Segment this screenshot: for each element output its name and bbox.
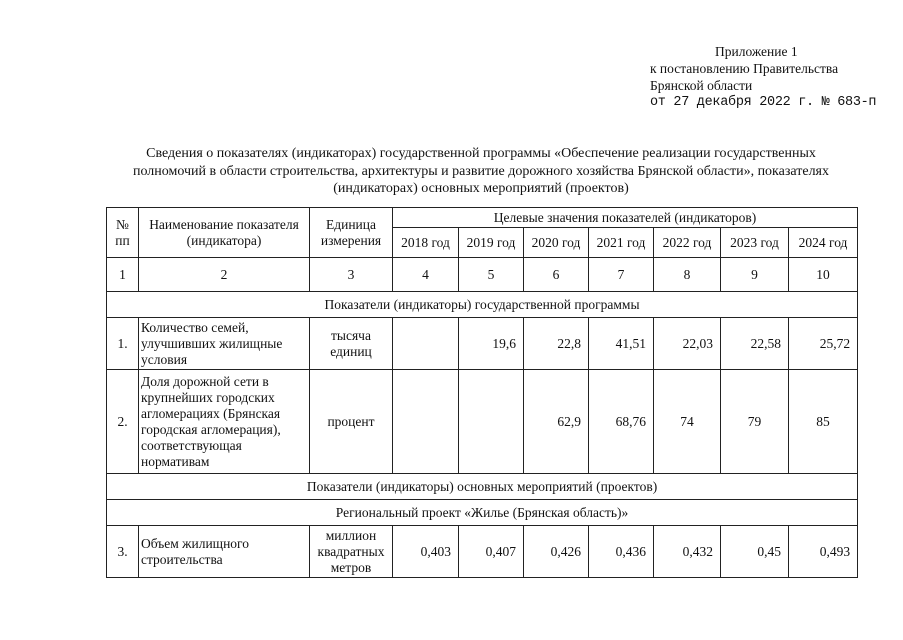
indicator-name: Доля дорожной сети в крупнейших городских агломерациях (Брянская городская агломерация), соответствующая нормативам — [139, 370, 310, 474]
indicator-name: Объем жилищного строительства — [139, 526, 310, 578]
target-value: 0,45 — [721, 526, 789, 578]
column-index: 1 — [107, 258, 139, 292]
row-num: 2. — [107, 370, 139, 474]
resolution-date-number: от 27 декабря 2022 г. № 683-п — [650, 95, 877, 110]
indicator-unit: миллион квадратных метров — [310, 526, 393, 578]
header-year: 2019 год — [459, 228, 524, 258]
target-value: 22,58 — [721, 318, 789, 370]
column-index: 3 — [310, 258, 393, 292]
column-index: 7 — [589, 258, 654, 292]
target-value — [393, 318, 459, 370]
target-value: 0,426 — [524, 526, 589, 578]
region-label: Брянской области — [650, 78, 753, 93]
row-num: 1. — [107, 318, 139, 370]
header-targets: Целевые значения показателей (индикаторов) — [393, 208, 858, 228]
header-year: 2018 год — [393, 228, 459, 258]
column-index: 2 — [139, 258, 310, 292]
target-value: 0,436 — [589, 526, 654, 578]
indicator-name: Количество семей, улучшивших жилищные условия — [139, 318, 310, 370]
header-num: № пп — [107, 208, 139, 258]
indicator-unit: процент — [310, 370, 393, 474]
column-index: 10 — [789, 258, 858, 292]
target-value: 79 — [721, 370, 789, 474]
header-year: 2024 год — [789, 228, 858, 258]
target-value: 0,432 — [654, 526, 721, 578]
document-header — [650, 43, 876, 111]
indicators-table — [106, 207, 858, 578]
document-title: Сведения о показателях (индикаторах) государственной программы «Обеспечение реализации государственных полномочий в области строительства, архитектуры и развитие дорожного хозяйства Брянской области», показателях (индикаторах) основных мероприятий (проектов) — [132, 146, 829, 196]
resolution-label: к постановлению Правительства — [650, 61, 839, 76]
target-value: 68,76 — [589, 370, 654, 474]
header-year: 2022 год — [654, 228, 721, 258]
column-index: 6 — [524, 258, 589, 292]
target-value — [459, 370, 524, 474]
target-value: 19,6 — [459, 318, 524, 370]
section-heading: Региональный проект «Жилье (Брянская область)» — [107, 500, 858, 526]
appendix-label: Приложение 1 — [715, 44, 798, 59]
column-index: 4 — [393, 258, 459, 292]
section-heading: Показатели (индикаторы) государственной программы — [107, 292, 858, 318]
header-year: 2023 год — [721, 228, 789, 258]
header-year: 2021 год — [589, 228, 654, 258]
column-index: 5 — [459, 258, 524, 292]
target-value: 22,03 — [654, 318, 721, 370]
section-heading: Показатели (индикаторы) основных мероприятий (проектов) — [107, 474, 858, 500]
table-row — [107, 370, 858, 474]
target-value: 0,493 — [789, 526, 858, 578]
target-value: 25,72 — [789, 318, 858, 370]
row-num: 3. — [107, 526, 139, 578]
header-year: 2020 год — [524, 228, 589, 258]
target-value: 22,8 — [524, 318, 589, 370]
target-value: 74 — [654, 370, 721, 474]
target-value: 0,407 — [459, 526, 524, 578]
header-unit: Единица измерения — [310, 208, 393, 258]
target-value: 0,403 — [393, 526, 459, 578]
target-value: 85 — [789, 370, 858, 474]
indicator-unit: тысяча единиц — [310, 318, 393, 370]
column-index: 8 — [654, 258, 721, 292]
target-value: 62,9 — [524, 370, 589, 474]
target-value — [393, 370, 459, 474]
column-index: 9 — [721, 258, 789, 292]
table-row — [107, 526, 858, 578]
target-value: 41,51 — [589, 318, 654, 370]
header-name: Наименование показателя (индикатора) — [139, 208, 310, 258]
table-row — [107, 318, 858, 370]
